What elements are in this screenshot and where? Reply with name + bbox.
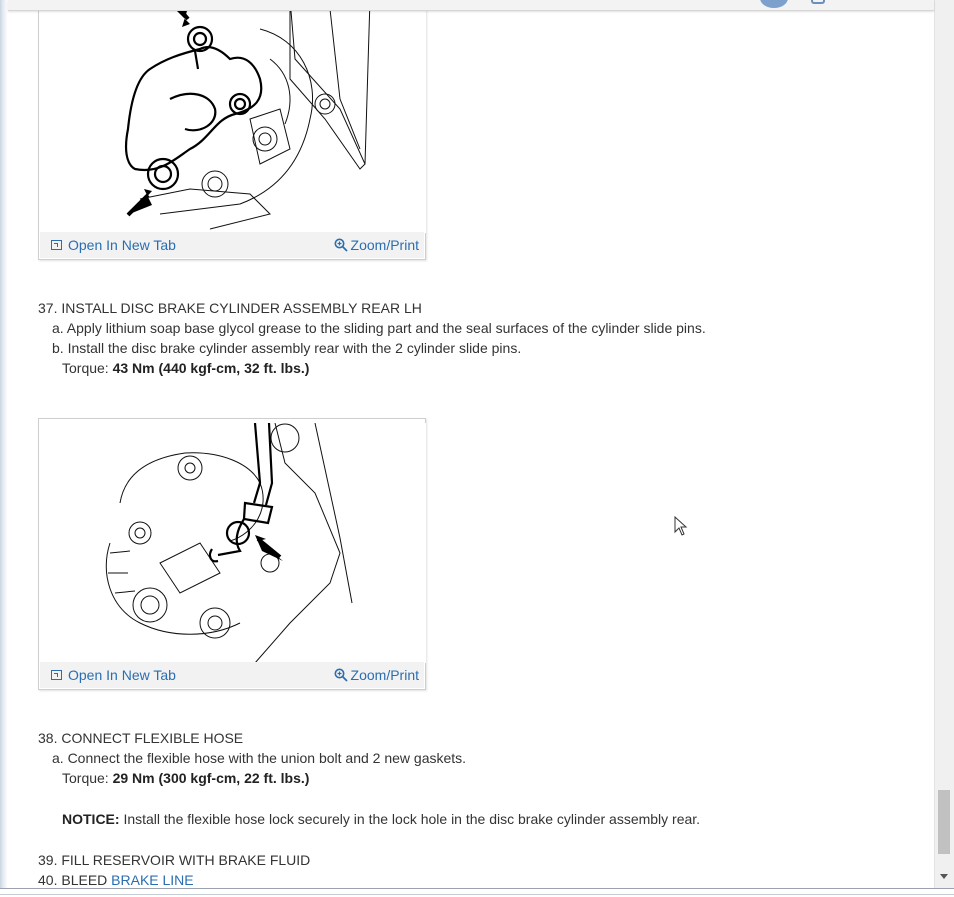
brake-line-link[interactable]: BRAKE LINE xyxy=(111,872,194,888)
open-new-tab-icon xyxy=(51,670,62,680)
open-in-new-tab-label: Open In New Tab xyxy=(68,667,176,683)
brake-caliper-illustration xyxy=(40,0,426,233)
torque-value: 43 Nm (440 kgf-cm, 32 ft. lbs.) xyxy=(112,360,310,376)
window-bottom-edge xyxy=(0,888,954,897)
figure-toolbar xyxy=(40,662,424,688)
torque-value: 29 Nm (300 kgf-cm, 22 ft. lbs.) xyxy=(112,770,310,786)
open-in-new-tab-link[interactable] xyxy=(51,237,176,253)
step-38-notice xyxy=(62,811,700,827)
scrollbar-thumb[interactable] xyxy=(938,790,950,854)
step-37-heading: 37. INSTALL DISC BRAKE CYLINDER ASSEMBLY REAR LH xyxy=(38,300,422,316)
figure-flexible-hose xyxy=(38,418,426,690)
sticky-header-bar xyxy=(8,0,934,11)
zoom-print-label: Zoom/Print xyxy=(350,667,419,683)
vertical-scrollbar[interactable] xyxy=(934,0,954,888)
scroll-down-arrow-icon[interactable] xyxy=(940,874,948,879)
notice-text: Install the flexible hose lock securely in the lock hole in the disc brake cylinder assembly rear. xyxy=(119,811,701,827)
magnifier-zoom-icon xyxy=(334,238,348,252)
zoom-print-link[interactable] xyxy=(334,667,419,683)
step-37-b: b. Install the disc brake cylinder assembly rear with the 2 cylinder slide pins. xyxy=(52,340,522,356)
zoom-print-label: Zoom/Print xyxy=(350,237,419,253)
figure-toolbar xyxy=(40,232,424,258)
mouse-pointer-icon xyxy=(674,516,688,536)
step-39-heading: 39. FILL RESERVOIR WITH BRAKE FLUID xyxy=(38,852,311,868)
step-38-heading: 38. CONNECT FLEXIBLE HOSE xyxy=(38,730,244,746)
notice-label: NOTICE: xyxy=(62,811,120,827)
figure-caliper-slide-pins xyxy=(38,0,426,260)
magnifier-zoom-icon xyxy=(334,668,348,682)
open-in-new-tab-label: Open In New Tab xyxy=(68,237,176,253)
step-38-a: a. Connect the flexible hose with the union bolt and 2 new gaskets. xyxy=(52,750,467,766)
step-40-prefix: 40. BLEED xyxy=(38,872,112,888)
step-37-torque xyxy=(62,360,309,376)
header-tray-icon[interactable] xyxy=(811,0,825,4)
torque-label: Torque: xyxy=(62,770,109,786)
zoom-print-link[interactable] xyxy=(334,237,419,253)
step-38-torque xyxy=(62,770,309,786)
open-new-tab-icon xyxy=(51,240,62,250)
open-in-new-tab-link[interactable] xyxy=(51,667,176,683)
torque-label: Torque: xyxy=(62,360,109,376)
step-40-heading xyxy=(38,872,194,888)
step-37-a: a. Apply lithium soap base glycol grease to the sliding part and the seal surfaces of the cylinder slide pins. xyxy=(52,320,706,336)
flexible-hose-illustration xyxy=(40,423,426,663)
header-circle-button[interactable] xyxy=(760,0,788,8)
